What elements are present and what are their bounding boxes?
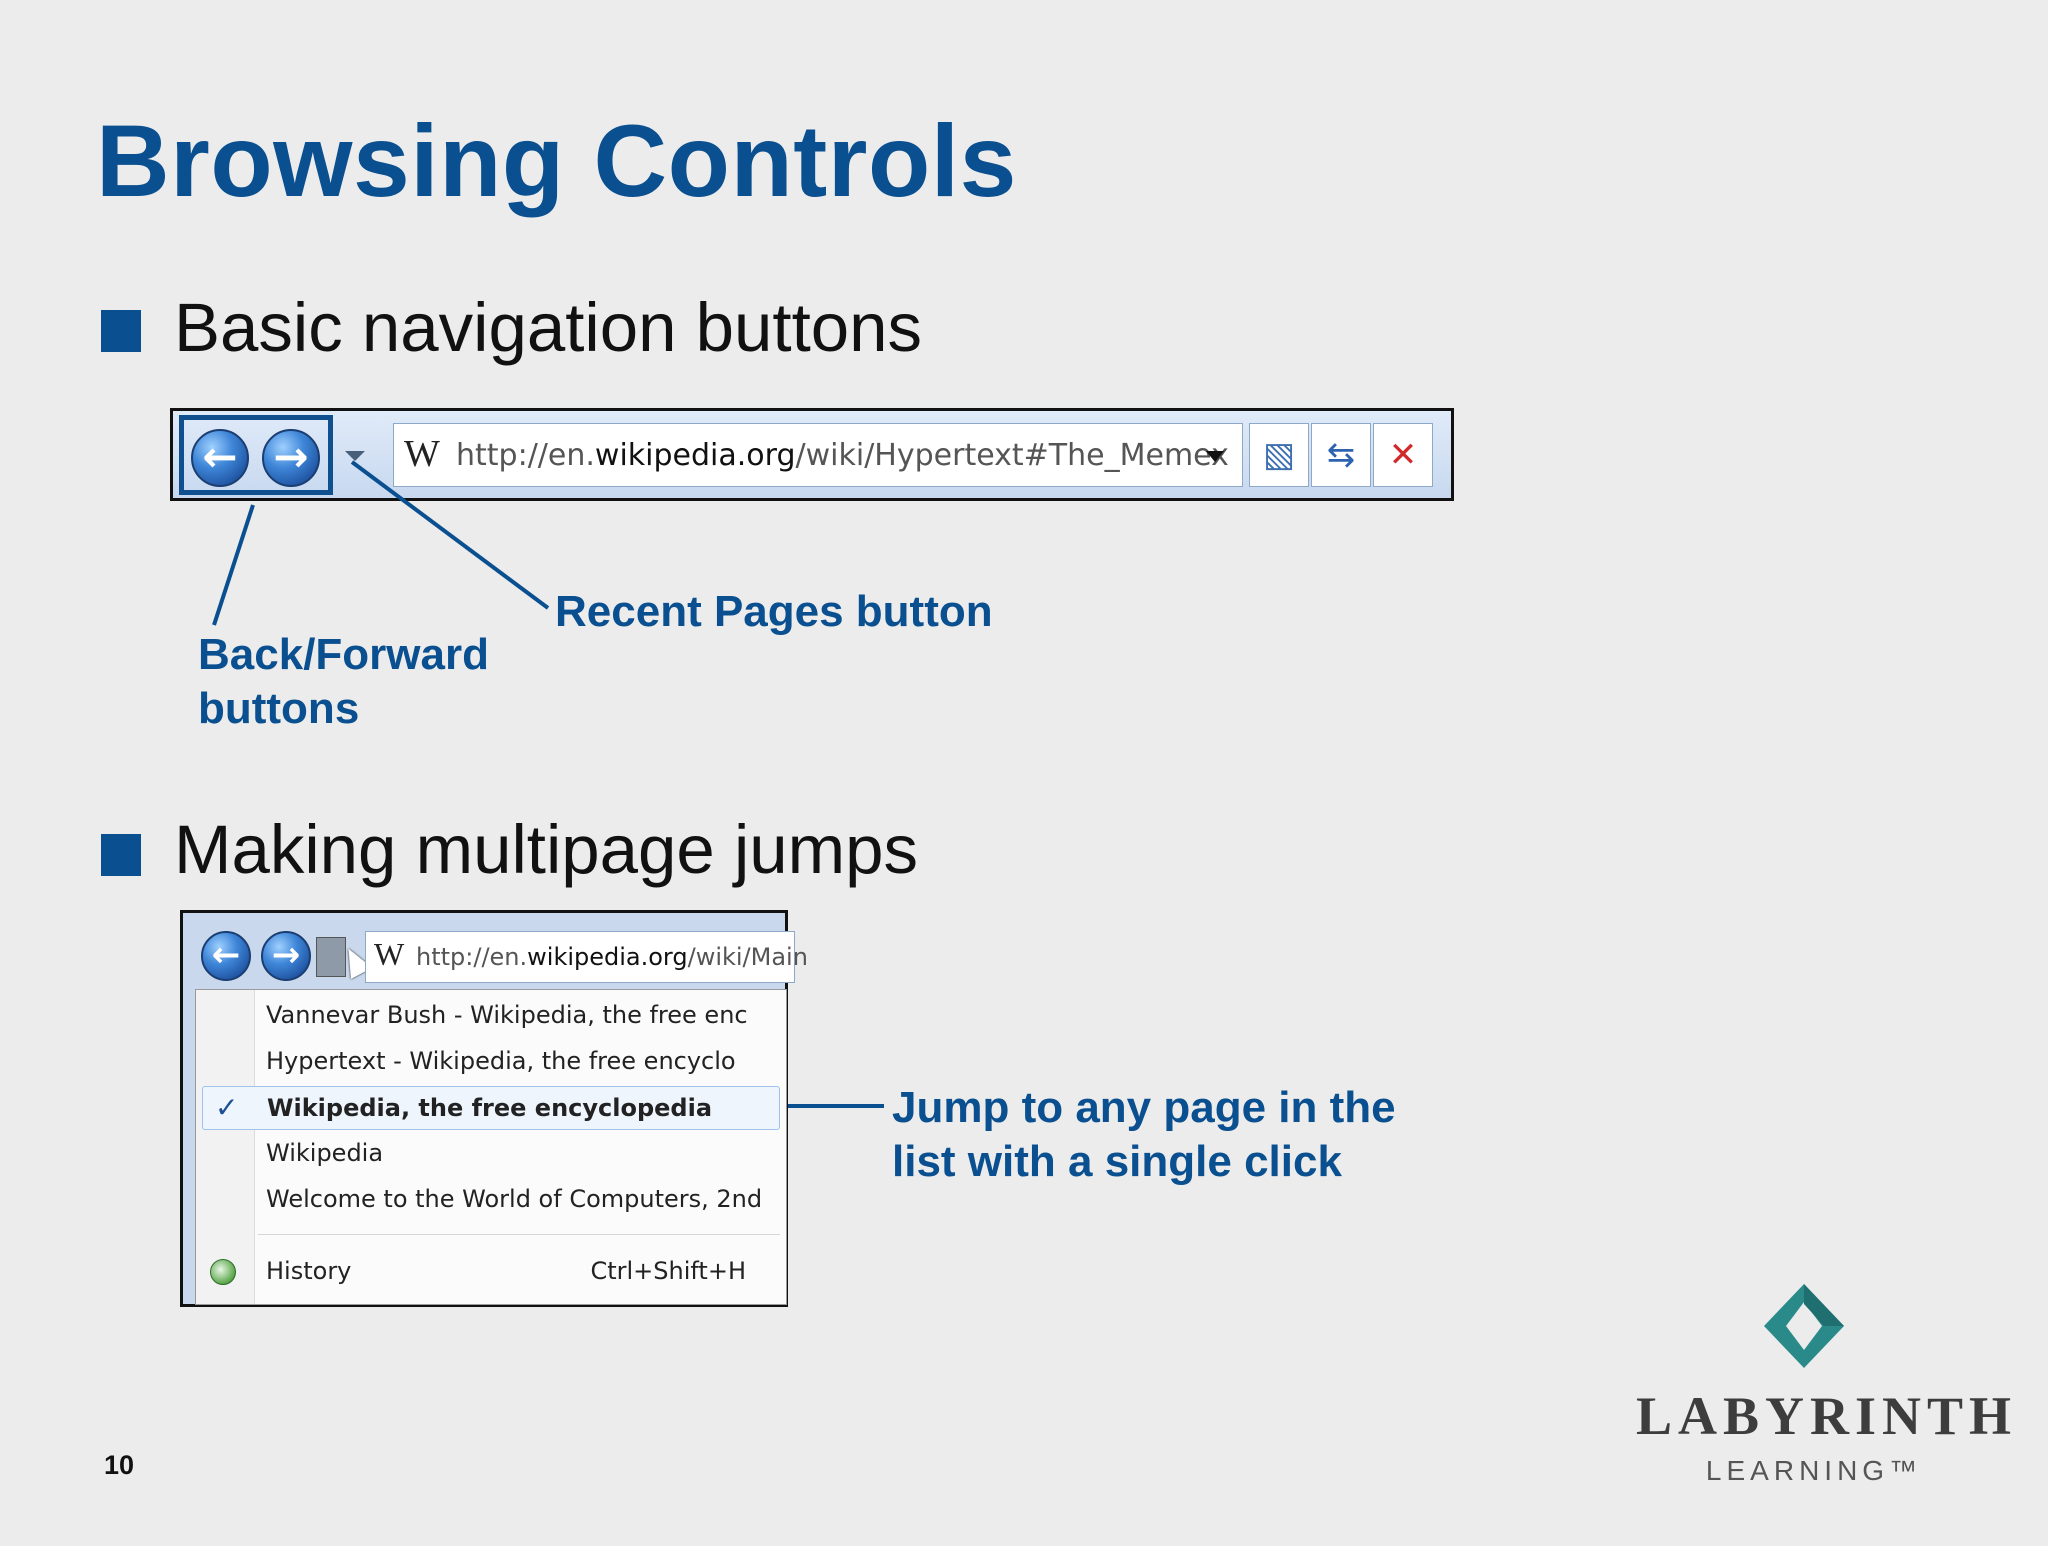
forward-arrow-icon: → <box>271 935 301 975</box>
refresh-icon: ⇆ <box>1326 435 1356 475</box>
recent-pages-callout: Recent Pages button <box>555 587 993 636</box>
menu-item-vannevar-bush[interactable]: Vannevar Bush - Wikipedia, the free enc <box>266 1001 748 1029</box>
menu-item-world-of-computers[interactable]: Welcome to the World of Computers, 2nd <box>266 1185 763 1213</box>
history-shortcut: Ctrl+Shift+H <box>590 1257 746 1285</box>
logo-tagline: LEARNING™ <box>1705 1455 1923 1486</box>
recent-pages-screenshot <box>180 910 808 1307</box>
slide-title: Browsing Controls <box>96 104 1017 218</box>
bullet-text-basic-navigation: Basic navigation buttons <box>174 289 922 366</box>
back-button-small[interactable] <box>201 931 251 981</box>
stop-icon: ✕ <box>1388 435 1418 475</box>
jump-callout-line2: list with a single click <box>892 1137 1342 1186</box>
back-forward-callout <box>198 628 489 736</box>
wikipedia-w-icon: W <box>404 433 440 475</box>
jump-callout <box>892 1081 1396 1189</box>
back-forward-callout-line2: buttons <box>198 684 360 733</box>
back-arrow-icon: ← <box>202 432 238 481</box>
back-forward-pointer-line <box>214 505 253 625</box>
history-icon <box>210 1259 236 1285</box>
menu-item-history[interactable]: History Ctrl+Shift+H <box>196 1250 786 1294</box>
page-number: 10 <box>104 1450 135 1480</box>
menu-item-wikipedia[interactable]: Wikipedia <box>266 1139 384 1167</box>
bullet-marker-2 <box>101 834 141 876</box>
wikipedia-w-icon: W <box>374 936 405 972</box>
back-arrow-icon: ← <box>211 935 241 975</box>
address-url-small: http://en.wikipedia.org/wiki/Main <box>416 943 808 971</box>
bullet-text-multipage-jumps: Making multipage jumps <box>174 811 919 888</box>
back-forward-callout-line1: Back/Forward <box>198 630 489 679</box>
forward-arrow-icon: → <box>273 432 309 481</box>
labyrinth-logo-icon <box>1760 1280 1848 1372</box>
menu-item-hypertext[interactable]: Hypertext - Wikipedia, the free encyclo <box>266 1047 736 1075</box>
menu-item-wikipedia-free-encyclopedia[interactable]: ✓ Wikipedia, the free encyclopedia <box>202 1086 780 1130</box>
menu-separator <box>258 1234 780 1235</box>
recent-pages-menu <box>195 989 787 1305</box>
recent-pages-pointer-line <box>352 462 548 608</box>
compatibility-view-icon: ▧ <box>1262 435 1296 475</box>
forward-button-small[interactable] <box>261 931 311 981</box>
address-bar-small[interactable] <box>365 931 808 983</box>
address-url: http://en.wikipedia.org/wiki/Hypertext#The_Memex <box>456 438 1229 473</box>
checkmark-icon: ✓ <box>215 1091 239 1124</box>
jump-callout-line1: Jump to any page in the <box>892 1083 1396 1132</box>
logo-wordmark: LABYRINTH <box>1636 1386 2018 1446</box>
